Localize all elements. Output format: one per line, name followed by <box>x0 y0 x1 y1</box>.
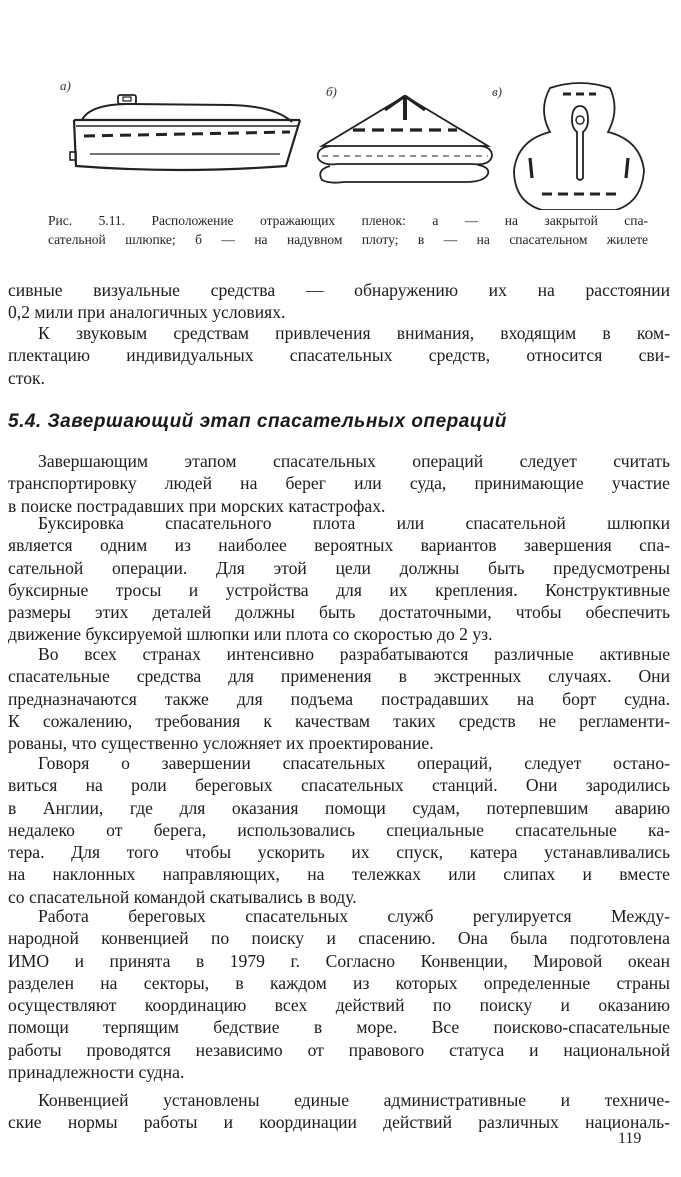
text-line: недалеко от берега, использовались специальные спасательные ка- <box>8 819 670 840</box>
text-line: ские нормы работы и координации действий различных националь- <box>8 1112 670 1133</box>
inflatable-raft-drawing <box>318 96 492 183</box>
text-line: со спасательной командой скатывались в воду. <box>8 886 357 907</box>
section-heading: 5.4. Завершающий этап спасательных операций <box>8 411 507 432</box>
text-line: Буксировка спасательного плота или спасательной шлюпки <box>38 513 670 533</box>
text-line: Завершающим этапом спасательных операций следует считать <box>38 451 670 471</box>
panel-label-c: в) <box>492 84 502 99</box>
text-line: разделен на секторы, в каждом из которых определенные страны <box>8 972 670 993</box>
paragraph-4 <box>8 752 670 908</box>
text-line: 0,2 мили при аналогичных условиях. <box>8 302 286 323</box>
paragraph-5 <box>8 905 670 1083</box>
text-line: ИМО и принята в 1979 г. Согласно Конвенции, Мировой океан <box>8 950 670 971</box>
caption-line: сательной шлюпке; б — на надувном плоту; в — на спасательном жилете <box>48 232 648 247</box>
paragraph-sound-signals <box>8 322 670 389</box>
text-line: сивные визуальные средства — обнаружению их на расстоянии <box>8 280 670 300</box>
text-line: Во всех странах интенсивно разрабатываются различные активные <box>38 644 670 664</box>
text-line: сток. <box>8 367 46 388</box>
closed-lifeboat-drawing <box>70 95 300 170</box>
text-line: работы проводятся независимо от правового статуса и национальной <box>8 1039 670 1060</box>
figure-illustration <box>60 70 660 210</box>
text-line: спасательные средства для применения в экстренных случаях. Они <box>8 666 670 687</box>
paragraph-6 <box>8 1089 670 1134</box>
life-jacket-drawing <box>514 83 644 210</box>
text-line: в Англии, где для оказания помощи судам, потерпевшим аварию <box>8 797 670 818</box>
text-line: Говоря о завершении спасательных операций, следует остано- <box>38 753 670 773</box>
panel-label-b: б) <box>326 84 337 99</box>
text-line: на наклонных направляющих, на тележках или слипах и вместе <box>8 864 670 885</box>
text-line: К звуковым средствам привлечения внимания, входящим в ком- <box>38 323 670 343</box>
figure-caption <box>48 211 648 249</box>
panel-label-a: а) <box>60 78 71 93</box>
text-line: предназначаются также для подъема пострадавших на борт судна. <box>8 688 670 709</box>
paragraph-2 <box>8 512 670 646</box>
text-line: движение буксируемой шлюпки или плота со скоростью до 2 уз. <box>8 624 493 645</box>
text-line: виться на роли береговых спасательных станций. Они зародились <box>8 775 670 796</box>
text-line: Конвенцией установлены единые административные и техниче- <box>38 1090 670 1110</box>
paragraph-1 <box>8 450 670 517</box>
text-line: буксирные тросы и устройства для их крепления. Конструктивные <box>8 579 670 600</box>
text-line: Работа береговых спасательных служб регулируется Между- <box>38 906 670 926</box>
page-number: 119 <box>618 1130 642 1147</box>
text-line: плектацию индивидуальных спасательных средств, относится сви- <box>8 345 670 366</box>
text-line: К сожалению, требования к качествам таких средств не регламенти- <box>8 710 670 731</box>
text-line: помощи терпящим бедствие в море. Все поисково-спасательные <box>8 1017 670 1038</box>
figure-5-11 <box>60 70 660 210</box>
text-line: народной конвенцией по поиску и спасению. Она была подготовлена <box>8 928 670 949</box>
text-line: рованы, что существенно усложняет их проектирование. <box>8 733 434 754</box>
text-line: осуществляют координацию всех действий по поиску и оказанию <box>8 995 670 1016</box>
text-line: является одним из наиболее вероятных вариантов завершения спа- <box>8 535 670 556</box>
text-line: тера. Для того чтобы ускорить их спуск, катера устанавливались <box>8 842 670 863</box>
text-line: принадлежности судна. <box>8 1062 185 1083</box>
text-line: транспортировку людей на берег или суда, принимающие участие <box>8 473 670 494</box>
paragraph-intro-continued <box>8 279 670 324</box>
paragraph-3 <box>8 643 670 754</box>
caption-line: Рис. 5.11. Расположение отражающих пленок: а — на закрытой спа- <box>48 213 648 228</box>
text-line: сательной операции. Для этой цели должны быть предусмотрены <box>8 557 670 578</box>
text-line: в поиске пострадавших при морских катастрофах. <box>8 495 386 516</box>
text-line: размеры этих деталей должны быть достаточными, чтобы обеспечить <box>8 602 670 623</box>
